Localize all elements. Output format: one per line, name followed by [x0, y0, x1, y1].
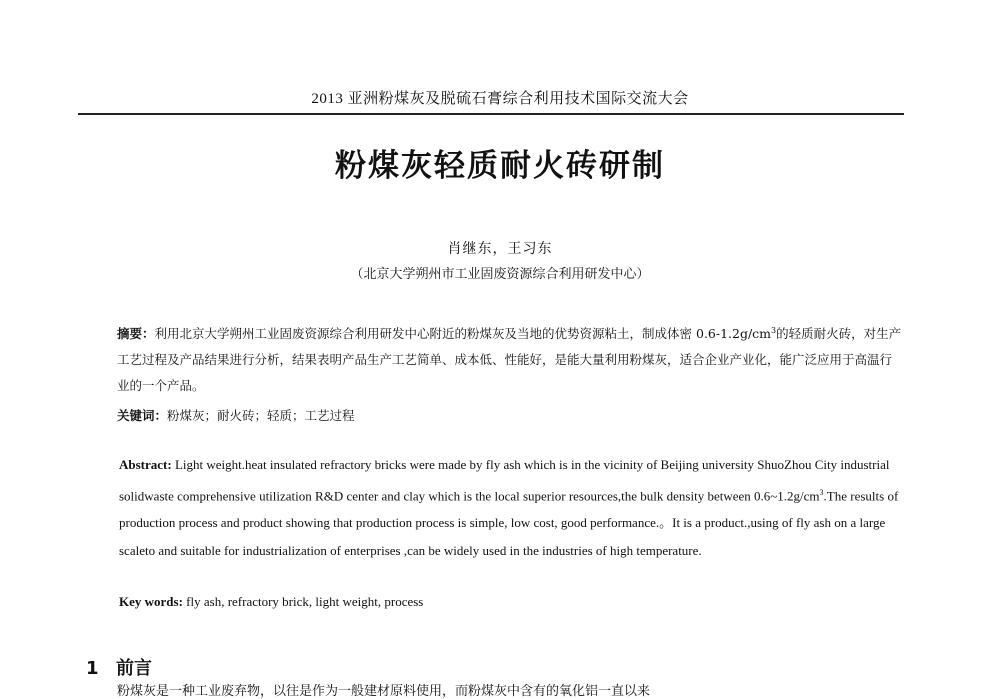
paper-affiliation: （北京大学朔州市工业固废资源综合利用研发中心） [350, 267, 650, 282]
abstract-cn-text-2: 的轻质耐火砖，对生产工艺过程及产品结果进行分析，结果表明产品生产工艺简单、成本低、性能好，是能大量利用粉煤灰，适合企业产业化，能广泛应用于高温行业的一个产品。 [117, 326, 902, 394]
paper-authors: 肖继东，王习东 [447, 241, 553, 257]
section-heading [86, 654, 152, 680]
section-body-line: 粉煤灰是一种工业废弃物，以往是作为一般建材原料使用，而粉煤灰中含有的氧化铝一直以来 [117, 684, 651, 699]
abstract-cn-text-1: 利用北京大学朔州工业固废资源综合利用研发中心附近的粉煤灰及当地的优势资源粘土，制成体密 0.6-1.2g/cm [154, 326, 772, 342]
header-rule [78, 113, 904, 115]
keywords-en-label: Key words: [119, 594, 183, 609]
abstract-en-text-2: .The results of production process and product showing that production process is simple, low cost, good performance.。It is a product.,using of fly ash on a large scaleto and suitable for industrialization of enterprises ,can be widely used in the industries of high temperature. [119, 487, 899, 558]
keywords-cn-text: 粉煤灰；耐火砖；轻质；工艺过程 [167, 408, 355, 423]
abstract-en-sup: 3 [819, 487, 824, 497]
paper-title: 粉煤灰轻质耐火砖研制 [335, 148, 665, 184]
keywords-cn-label: 关键词： [117, 408, 168, 423]
abstract-en [119, 451, 909, 564]
keywords-cn [117, 403, 903, 429]
section-number: 1 [86, 658, 99, 679]
abstract-cn [117, 318, 903, 399]
keywords-en [119, 590, 909, 614]
section-title: 前言 [116, 658, 152, 679]
abstract-en-text-1: Light weight.heat insulated refractory bricks were made by fly ash which is in the vicinity of Beijing university ShuoZhou City industrial solidwaste comprehensive utilization R&D center and clay which is the local superior resources,the bulk density between 0.6~1.2g/cm [119, 457, 890, 503]
abstract-cn-sup: 3 [771, 326, 777, 335]
abstract-en-label: Abstract: [119, 457, 172, 472]
conference-header: 2013 亚洲粉煤灰及脱硫石膏综合利用技术国际交流大会 [311, 91, 689, 107]
keywords-en-text: fly ash, refractory brick, light weight, process [182, 594, 424, 609]
abstract-cn-label: 摘要： [117, 326, 155, 342]
